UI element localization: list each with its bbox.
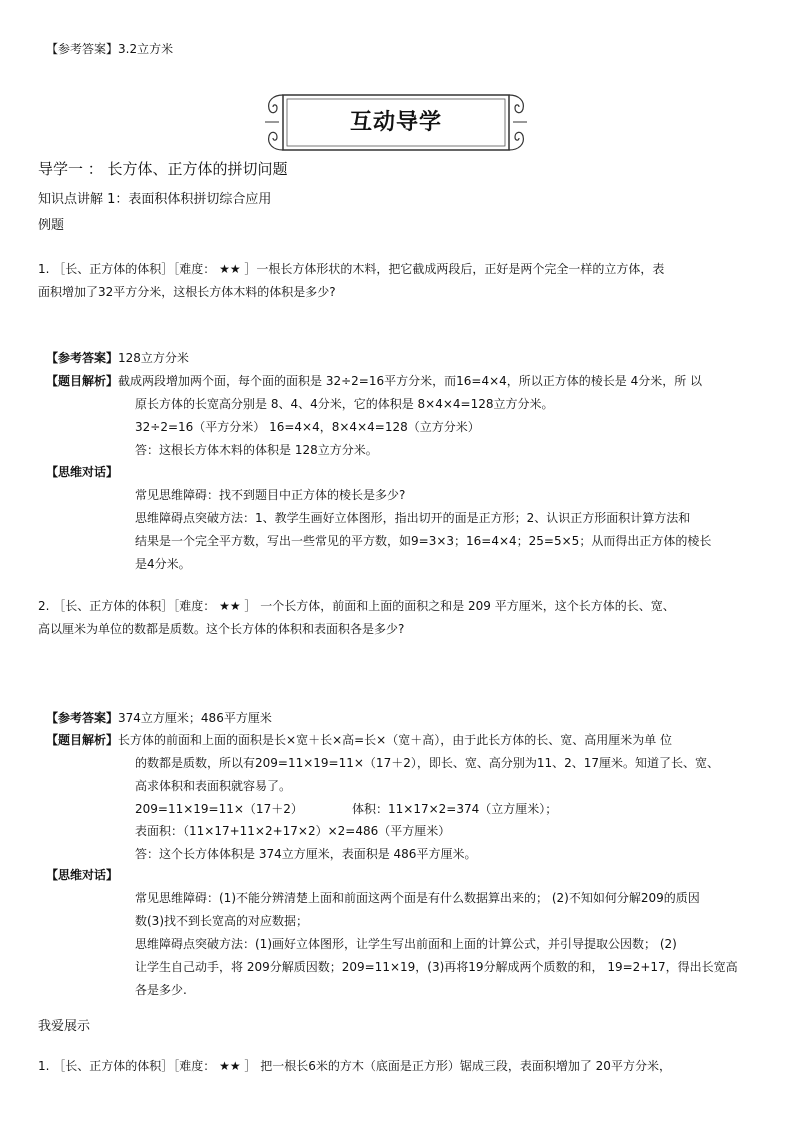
q1-analysis-line1	[46, 372, 702, 389]
q2-analysis-line1	[46, 731, 672, 748]
q2-analysis-line4b: 体积：11×17×2=374（立方厘米）；	[352, 802, 558, 816]
knowledge-point-heading: 知识点讲解 1：表面积体积拼切综合应用	[38, 192, 272, 207]
show-heading: 我爱展示	[38, 1019, 91, 1034]
q2-answer	[46, 709, 272, 726]
q1-analysis-line4: 答：这根长方体木料的体积是 128立方分米。	[135, 443, 378, 457]
q1-thinking-line3: 结果是一个完全平方数，写出一些常见的平方数，如9=3×3；16=4×4；25=5×5；从而得出正方体的棱长	[135, 534, 712, 548]
section-banner	[263, 91, 529, 154]
q1-thinking-tag: 【思维对话】	[46, 465, 119, 479]
q2-analysis-line3: 高求体积和表面积就容易了。	[135, 779, 292, 793]
example-label: 例题	[38, 218, 65, 233]
q2-analysis-line2: 的数都是质数，所以有209=11×19=11×（17＋2），即长、宽、高分别为11、2、17厘米。知道了长、宽、	[135, 756, 720, 770]
q2-line1: 2. ［长、正方体的体积］［难度： ★★ ］ 一个长方体，前面和上面的面积之和是 209 平方厘米，这个长方体的长、宽、	[38, 599, 675, 613]
q2-thinking-line2: 数(3)找不到长宽高的对应数据；	[135, 914, 308, 928]
q2-line2: 高以厘米为单位的数都是质数。这个长方体的体积和表面积各是多少?	[38, 622, 405, 636]
top-answer: 【参考答案】3.2立方米	[46, 42, 174, 56]
q1-line1: 1. ［长、正方体的体积］［难度： ★★ ］一根长方体形状的木料，把它截成两段后，正好是两个完全一样的立方体，表	[38, 262, 665, 276]
q2-thinking-line4: 让学生自己动手，将 209分解质因数；209=11×19，(3)再将19分解成两个质数的和， 19=2+17，得出长宽高	[135, 960, 738, 974]
q1-answer	[46, 349, 189, 366]
q2-thinking-tag: 【思维对话】	[46, 868, 119, 882]
answer-tag: 【参考答案】	[46, 351, 119, 365]
q2-analysis-line6: 答：这个长方体体积是 374立方厘米，表面积是 486平方厘米。	[135, 847, 477, 861]
q1-line2: 面积增加了32平方分米，这根长方体木料的体积是多少?	[38, 285, 336, 299]
q1-thinking-line2: 思维障碍点突破方法：1、教学生画好立体图形，指出切开的面是正方形；2、认识正方形面积计算方法和	[135, 511, 691, 525]
q1-analysis-line2: 原长方体的长宽高分别是 8、4、4分米，它的体积是 8×4×4=128立方分米。	[135, 397, 554, 411]
q2-thinking-line5: 各是多少.	[135, 983, 187, 997]
section-heading: 导学一 ： 长方体、正方体的拼切问题	[38, 160, 288, 178]
answer-text: 128立方分米	[118, 351, 189, 365]
analysis-text: 截成两段增加两个面，每个面的面积是 32÷2=16平方分米，而16=4×4，所以正方体的棱长是 4分米，所 以	[118, 374, 703, 388]
q2-analysis-line4a: 209=11×19=11×（17＋2）	[135, 802, 303, 816]
q1-thinking-line4: 是4分米。	[135, 557, 191, 571]
q2-thinking-line1: 常见思维障碍：(1)不能分辨清楚上面和前面这两个面是有什么数据算出来的； (2)不知如何分解209的质因	[135, 891, 700, 905]
q1-thinking-line1: 常见思维障碍：找不到题目中正方体的棱长是多少?	[135, 488, 406, 502]
banner-title: 互动导学	[349, 109, 442, 135]
q2-thinking-line3: 思维障碍点突破方法：(1)画好立体图形，让学生写出前面和上面的计算公式，并引导提取公因数； (2)	[135, 937, 677, 951]
q2-analysis-line5: 表面积：（11×17+11×2+17×2）×2=486（平方厘米）	[135, 824, 451, 838]
analysis-tag: 【题目解析】	[46, 374, 119, 388]
show-q1-line1: 1. ［长、正方体的体积］［难度： ★★ ］ 把一根长6米的方木（底面是正方形）锯成三段，表面积增加了 20平方分米，	[38, 1059, 671, 1073]
answer-text: 374立方厘米；486平方厘米	[118, 711, 272, 725]
q1-analysis-line3: 32÷2=16（平方分米） 16=4×4，8×4×4=128（立方分米）	[135, 420, 480, 434]
answer-tag: 【参考答案】	[46, 711, 119, 725]
analysis-tag: 【题目解析】	[46, 733, 119, 747]
analysis-text: 长方体的前面和上面的面积是长×宽＋长×高=长×（宽＋高），由于此长方体的长、宽、高用厘米为单 位	[118, 733, 673, 747]
